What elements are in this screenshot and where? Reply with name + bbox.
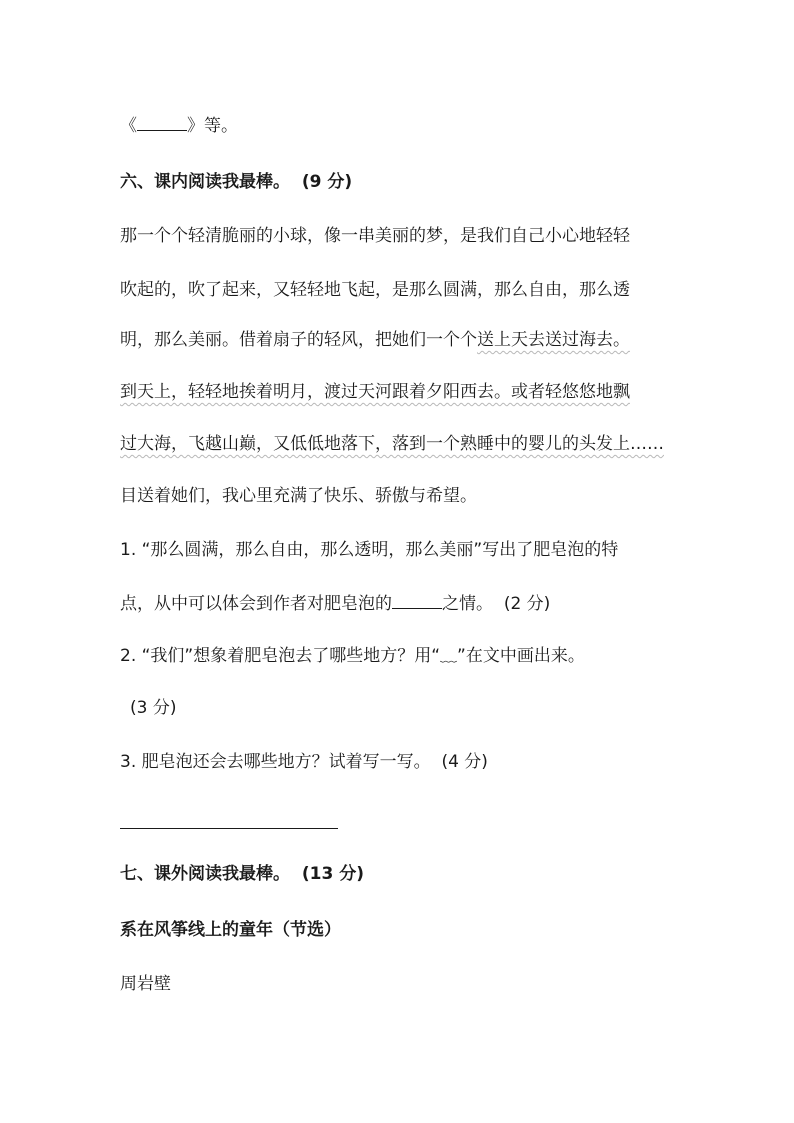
passage-line-5: 过大海，飞越山巅，又低低地落下，落到一个熟睡中的婴儿的头发上…… xyxy=(120,434,664,454)
passage-line-3 xyxy=(120,328,630,352)
question-3-text: 3. 肥皂泡还会去哪些地方？试着写一写。 xyxy=(120,752,431,772)
section-six-heading xyxy=(120,170,352,194)
passage-line-3-marked: 送上天去送过海去。 xyxy=(477,330,630,350)
question-1-line-1: 1. “那么圆满，那么自由，那么透明，那么美丽”写出了肥皂泡的特 xyxy=(120,540,619,560)
carryover-line xyxy=(120,112,238,138)
section-six-title: 六、课内阅读我最棒。 xyxy=(120,172,290,192)
section-six-score: (9 分) xyxy=(301,172,353,192)
passage-line-3-start: 明，那么美丽。借着扇子的轻风，把她们一个个 xyxy=(120,330,477,350)
section-seven-score: (13 分) xyxy=(301,864,364,884)
question-1-text: 点，从中可以体会到作者对肥皂泡的 xyxy=(120,594,392,614)
book-title-close: 》等。 xyxy=(187,116,238,136)
article-title: 系在风筝线上的童年（节选） xyxy=(120,920,341,940)
question-2-line-1 xyxy=(120,644,585,668)
question-1-text-end: 之情。 xyxy=(442,594,493,614)
wavy-line-mark: ﹏ xyxy=(440,646,458,666)
article-author: 周岩壁 xyxy=(120,974,171,994)
question-2-text: 2. “我们”想象着肥皂泡去了哪些地方？用“ xyxy=(120,646,441,666)
passage-line-6: 目送着她们，我心里充满了快乐、骄傲与希望。 xyxy=(120,486,477,506)
book-title-blank[interactable] xyxy=(137,112,187,131)
question-2-score: (3 分) xyxy=(130,698,177,718)
passage-line-2: 吹起的，吹了起来，又轻轻地飞起，是那么圆满，那么自由，那么透 xyxy=(120,280,630,300)
question-3-answer-line[interactable] xyxy=(120,828,338,829)
book-title-open: 《 xyxy=(120,116,137,136)
section-seven-title: 七、课外阅读我最棒。 xyxy=(120,864,290,884)
passage-line-1: 那一个个轻清脆丽的小球，像一串美丽的梦，是我们自己小心地轻轻 xyxy=(120,226,630,246)
question-1-line-2 xyxy=(120,590,550,616)
question-1-answer-blank[interactable] xyxy=(392,590,442,609)
section-seven-heading xyxy=(120,862,364,886)
question-2-text-end: ”在文中画出来。 xyxy=(457,646,585,666)
question-3-line xyxy=(120,750,488,774)
question-3-score: (4 分) xyxy=(441,752,488,772)
passage-line-4: 到天上，轻轻地挨着明月，渡过天河跟着夕阳西去。或者轻悠悠地飘 xyxy=(120,382,630,402)
question-1-score: (2 分) xyxy=(503,594,551,614)
